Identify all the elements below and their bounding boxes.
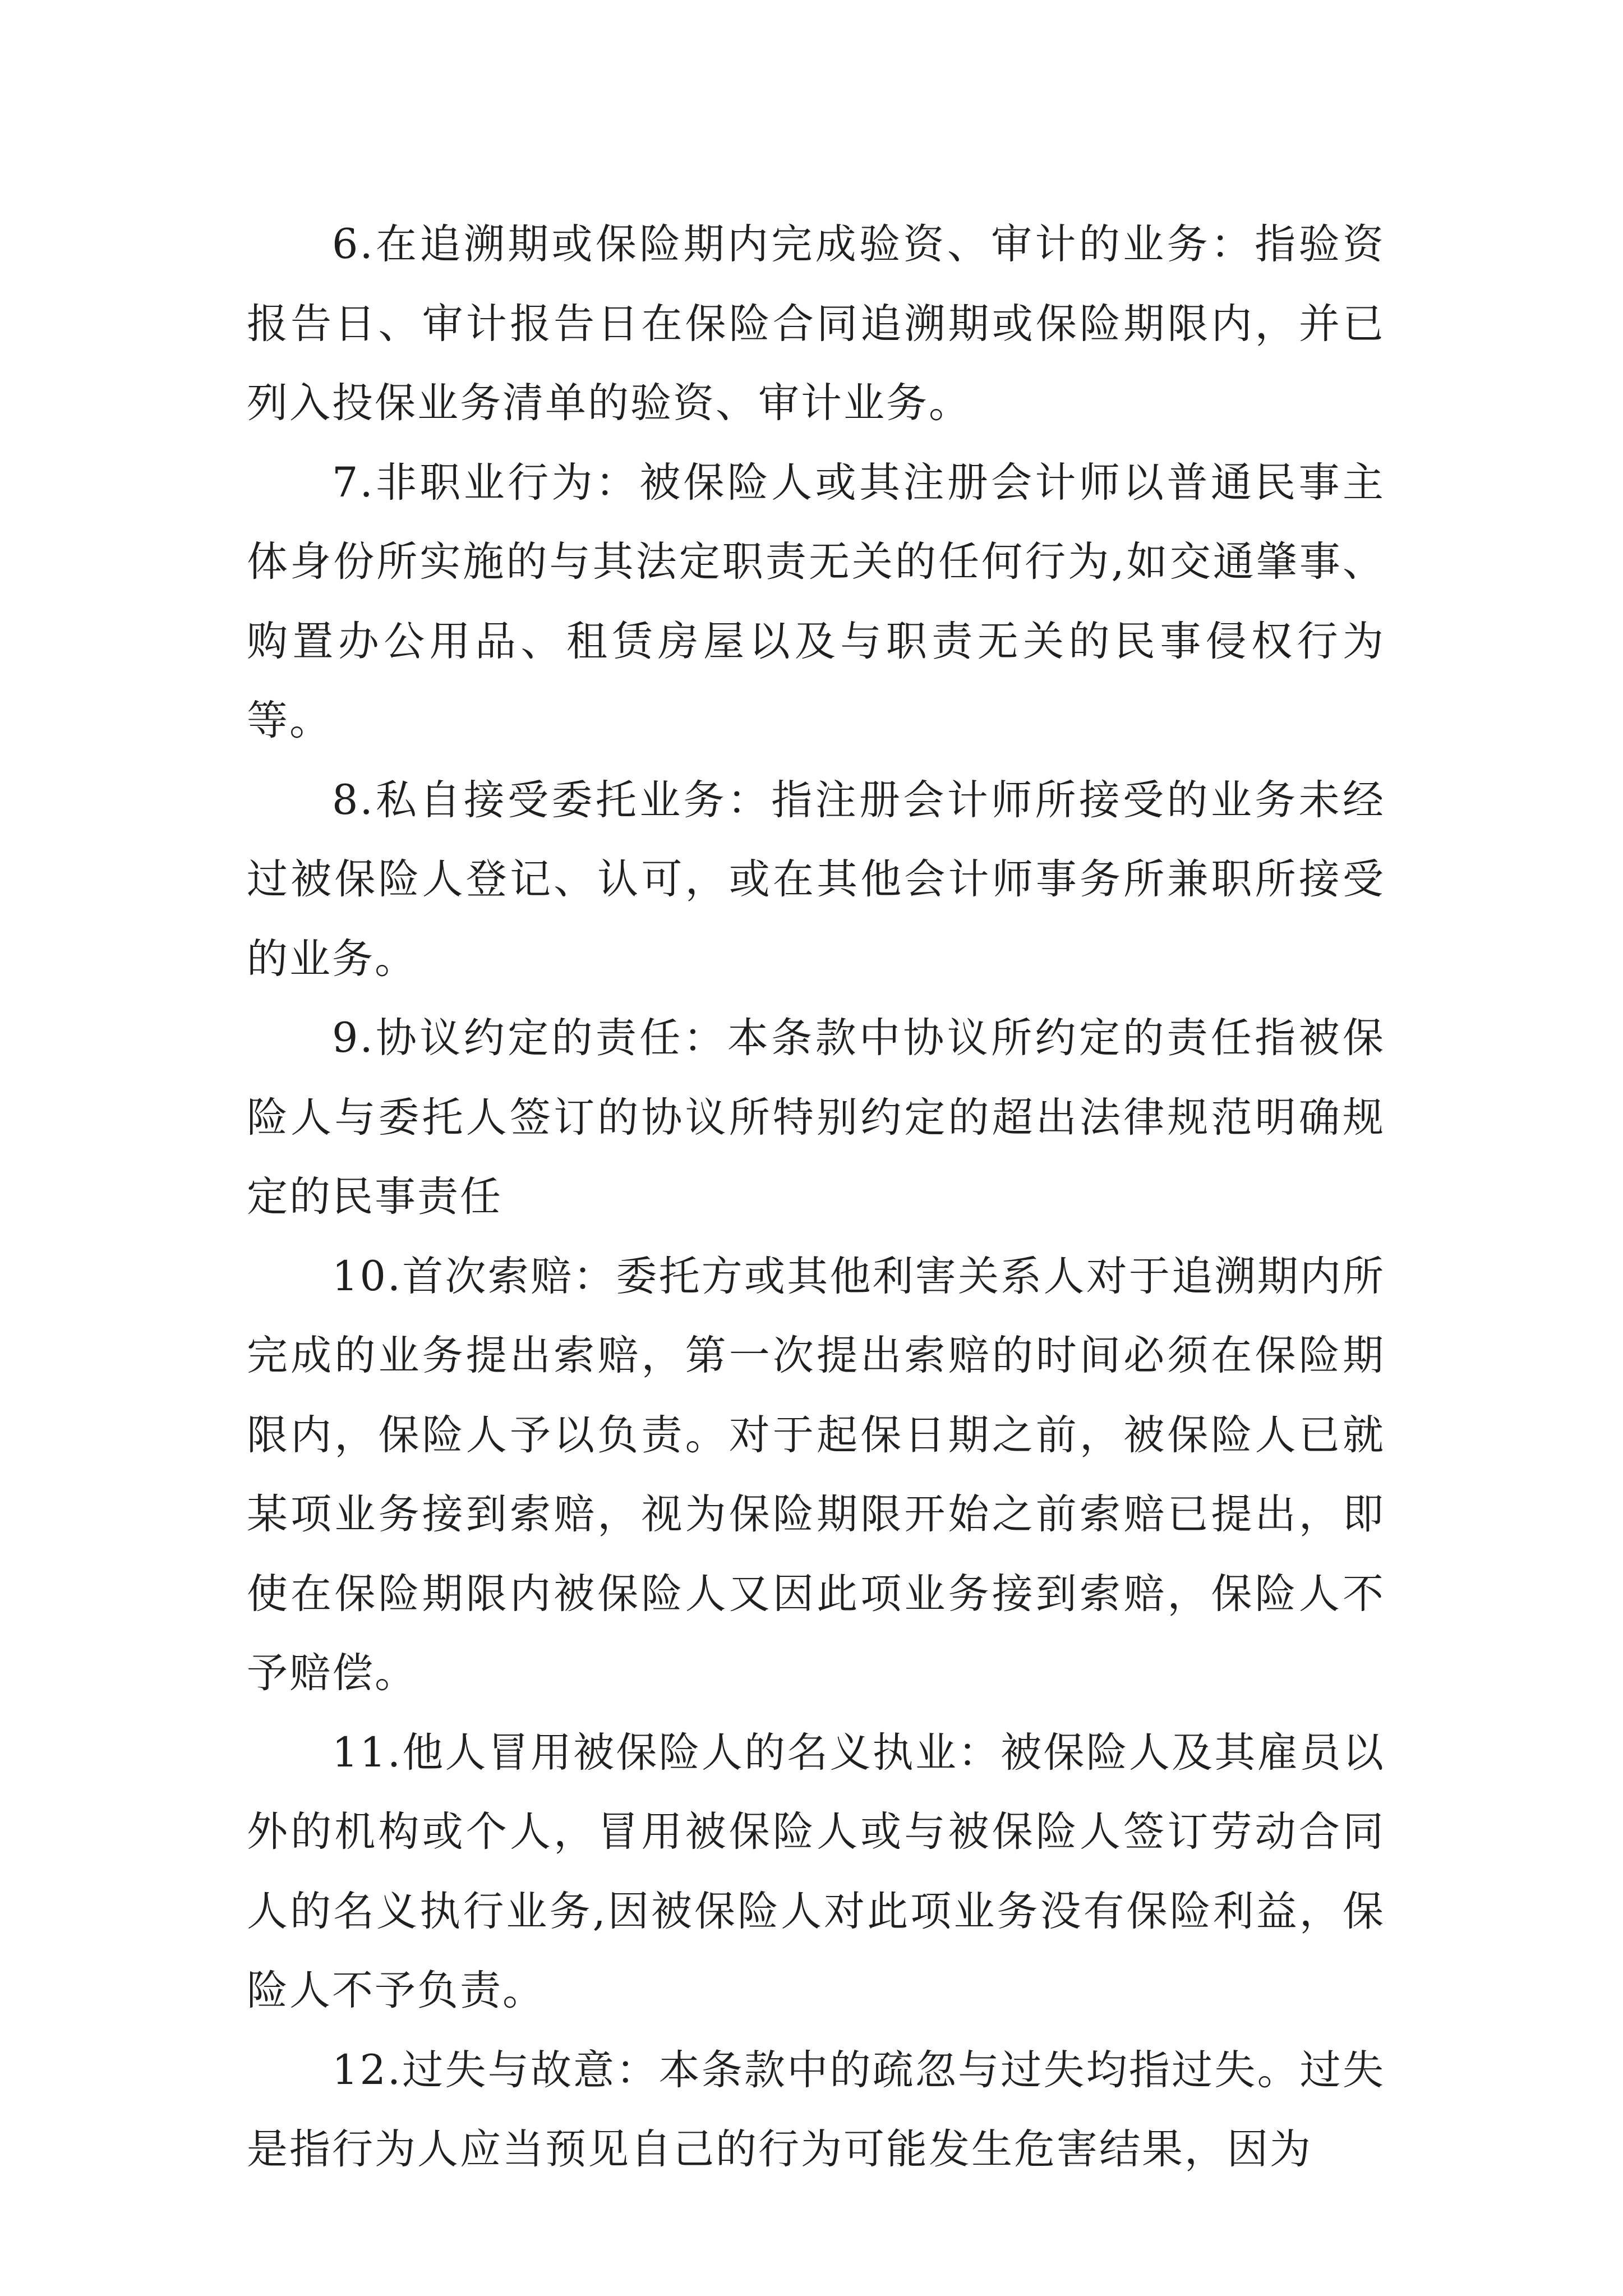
document-body [247,205,1385,2189]
clause-11: 11.他人冒用被保险人的名义执业：被保险人及其雇员以外的机构或个人，冒用被保险人或与被保险人签订劳动合同人的名义执行业务,因被保险人对此项业务没有保险利益，保险人不予负责。 [247,1728,1385,2014]
clause-12: 12.过失与故意：本条款中的疏忽与过失均指过失。过失是指行为人应当预见自己的行为可能发生危害结果，因为 [247,2046,1385,2173]
clause-9: 9.协议约定的责任：本条款中协议所约定的责任指被保险人与委托人签订的协议所特别约定的超出法律规范明确规定的民事责任 [247,1014,1385,1221]
clause-10: 10.首次索赔：委托方或其他利害关系人对于追溯期内所完成的业务提出索赔，第一次提出索赔的时间必须在保险期限内，保险人予以负责。对于起保日期之前，被保险人已就某项业务接到索赔，视为保险期限开始之前索赔已提出，即使在保险期限内被保险人又因此项业务接到索赔，保险人不予赔偿。 [247,1252,1385,1697]
clause-7: 7.非职业行为：被保险人或其注册会计师以普通民事主体身份所实施的与其法定职责无关的任何行为,如交通肇事、购置办公用品、租赁房屋以及与职责无关的民事侵权行为等。 [247,458,1385,744]
clause-6: 6.在追溯期或保险期内完成验资、审计的业务：指验资报告日、审计报告日在保险合同追溯期或保险期限内，并已列入投保业务清单的验资、审计业务。 [247,220,1385,427]
clause-8: 8.私自接受委托业务：指注册会计师所接受的业务未经过被保险人登记、认可，或在其他会计师事务所兼职所接受的业务。 [247,776,1385,983]
